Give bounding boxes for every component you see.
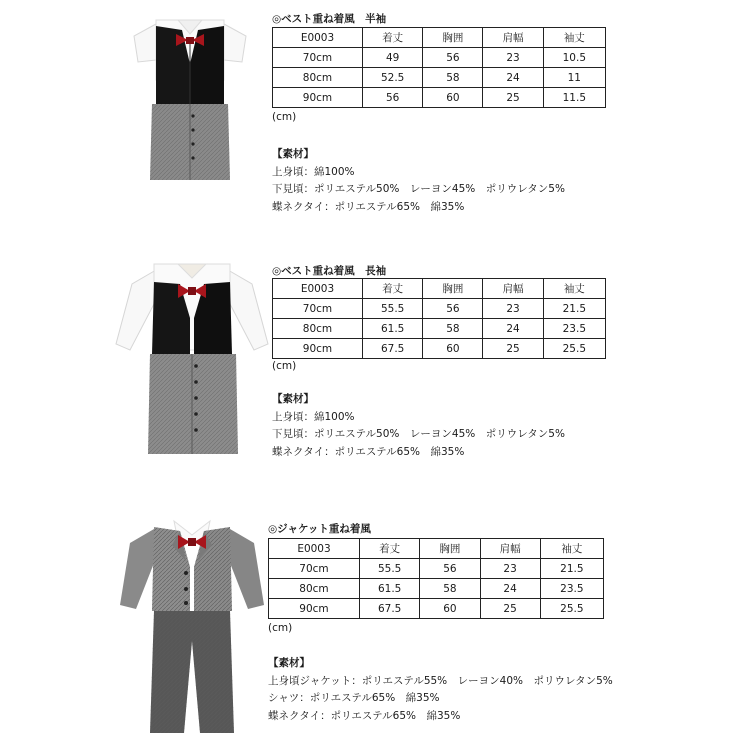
table-cell: 21.5 [543, 299, 605, 319]
table-row [269, 599, 604, 619]
table-header-cell: 着丈 [362, 279, 422, 299]
table-cell: 24 [480, 579, 540, 599]
product-section-short-sleeve-vest [0, 0, 740, 240]
table-cell: 80cm [269, 579, 360, 599]
table-header-cell: 袖丈 [543, 279, 605, 299]
size-table [268, 538, 604, 619]
unit-label: (cm) [268, 622, 293, 634]
unit-label: (cm) [272, 360, 297, 372]
material-list [268, 655, 613, 725]
table-cell: 80cm [273, 319, 363, 339]
table-cell: 55.5 [362, 299, 422, 319]
table-header-cell: 肩幅 [483, 28, 543, 48]
section-title: ◎ジャケット重ね着風 [268, 523, 371, 535]
table-header-row [273, 279, 606, 299]
table-cell: 56 [420, 559, 480, 579]
table-cell: 25 [483, 88, 543, 108]
table-header-cell: 肩幅 [480, 539, 540, 559]
material-item: 下見頃：ポリエステル50% レーヨン45% ポリウレタン5% [272, 183, 565, 195]
table-header-cell: 胸囲 [423, 279, 483, 299]
table-header-cell: 袖丈 [543, 28, 605, 48]
table-header-cell: E0003 [269, 539, 360, 559]
material-item: 下見頃：ポリエステル50% レーヨン45% ポリウレタン5% [272, 428, 565, 440]
table-row [273, 319, 606, 339]
material-heading: 【素材】 [272, 393, 314, 405]
table-cell: 70cm [273, 48, 363, 68]
table-row [273, 299, 606, 319]
table-cell: 90cm [273, 339, 363, 359]
romper-short-sleeve-vest-image [126, 12, 254, 184]
unit-label: (cm) [272, 111, 297, 123]
table-cell: 25.5 [540, 599, 603, 619]
table-row [273, 48, 606, 68]
material-item: 上身頃：綿100% [272, 165, 355, 178]
table-cell: 60 [423, 339, 483, 359]
table-header-row [273, 28, 606, 48]
table-cell: 25 [480, 599, 540, 619]
table-cell: 67.5 [359, 599, 419, 619]
table-cell: 58 [420, 579, 480, 599]
table-cell: 24 [483, 68, 543, 88]
table-header-cell: 着丈 [362, 28, 422, 48]
material-item: 蝶ネクタイ：ポリエステル65% 綿35% [272, 445, 465, 458]
table-cell: 60 [420, 599, 480, 619]
table-cell: 56 [423, 299, 483, 319]
table-cell: 11 [543, 68, 605, 88]
material-list [272, 391, 565, 461]
table-cell: 49 [362, 48, 422, 68]
table-cell: 23 [483, 299, 543, 319]
table-cell: 60 [423, 88, 483, 108]
table-row [269, 579, 604, 599]
material-list [272, 146, 565, 216]
table-row [269, 559, 604, 579]
table-cell: 70cm [269, 559, 360, 579]
table-cell: 56 [362, 88, 422, 108]
section-title: ◎ベスト重ね着風 半袖 [272, 13, 387, 25]
table-header-cell: E0003 [273, 279, 363, 299]
table-cell: 23 [483, 48, 543, 68]
material-item: 上身頃：綿100% [272, 410, 355, 423]
table-header-cell: 着丈 [359, 539, 419, 559]
material-item: 蝶ネクタイ：ポリエステル65% 綿35% [268, 709, 461, 722]
table-cell: 67.5 [362, 339, 422, 359]
table-cell: 61.5 [359, 579, 419, 599]
table-cell: 55.5 [359, 559, 419, 579]
table-cell: 52.5 [362, 68, 422, 88]
size-table [272, 278, 606, 359]
table-cell: 61.5 [362, 319, 422, 339]
table-row [273, 339, 606, 359]
table-cell: 90cm [273, 88, 363, 108]
table-header-cell: 袖丈 [540, 539, 603, 559]
table-cell: 11.5 [543, 88, 605, 108]
table-header-cell: E0003 [273, 28, 363, 48]
material-item: シャツ：ポリエステル65% 綿35% [268, 692, 440, 704]
material-heading: 【素材】 [272, 148, 314, 160]
table-header-cell: 胸囲 [423, 28, 483, 48]
table-header-cell: 胸囲 [420, 539, 480, 559]
table-cell: 21.5 [540, 559, 603, 579]
table-cell: 24 [483, 319, 543, 339]
romper-long-sleeve-vest-image [112, 258, 272, 458]
table-cell: 23.5 [543, 319, 605, 339]
section-title: ◎ベスト重ね着風 長袖 [272, 265, 387, 277]
table-cell: 70cm [273, 299, 363, 319]
table-header-cell: 肩幅 [483, 279, 543, 299]
table-cell: 25 [483, 339, 543, 359]
table-cell: 23 [480, 559, 540, 579]
table-cell: 56 [423, 48, 483, 68]
table-cell: 25.5 [543, 339, 605, 359]
table-cell: 90cm [269, 599, 360, 619]
romper-jacket-image [114, 511, 270, 739]
product-section-long-sleeve-vest [0, 250, 740, 490]
material-heading: 【素材】 [268, 657, 310, 669]
table-cell: 58 [423, 68, 483, 88]
product-section-jacket [0, 505, 740, 740]
table-row [273, 68, 606, 88]
table-header-row [269, 539, 604, 559]
material-item: 蝶ネクタイ：ポリエステル65% 綿35% [272, 200, 465, 213]
size-table [272, 27, 606, 108]
table-cell: 10.5 [543, 48, 605, 68]
material-item: 上身頃ジャケット：ポリエステル55% レーヨン40% ポリウレタン5% [268, 674, 613, 687]
table-row [273, 88, 606, 108]
table-cell: 58 [423, 319, 483, 339]
table-cell: 23.5 [540, 579, 603, 599]
table-cell: 80cm [273, 68, 363, 88]
